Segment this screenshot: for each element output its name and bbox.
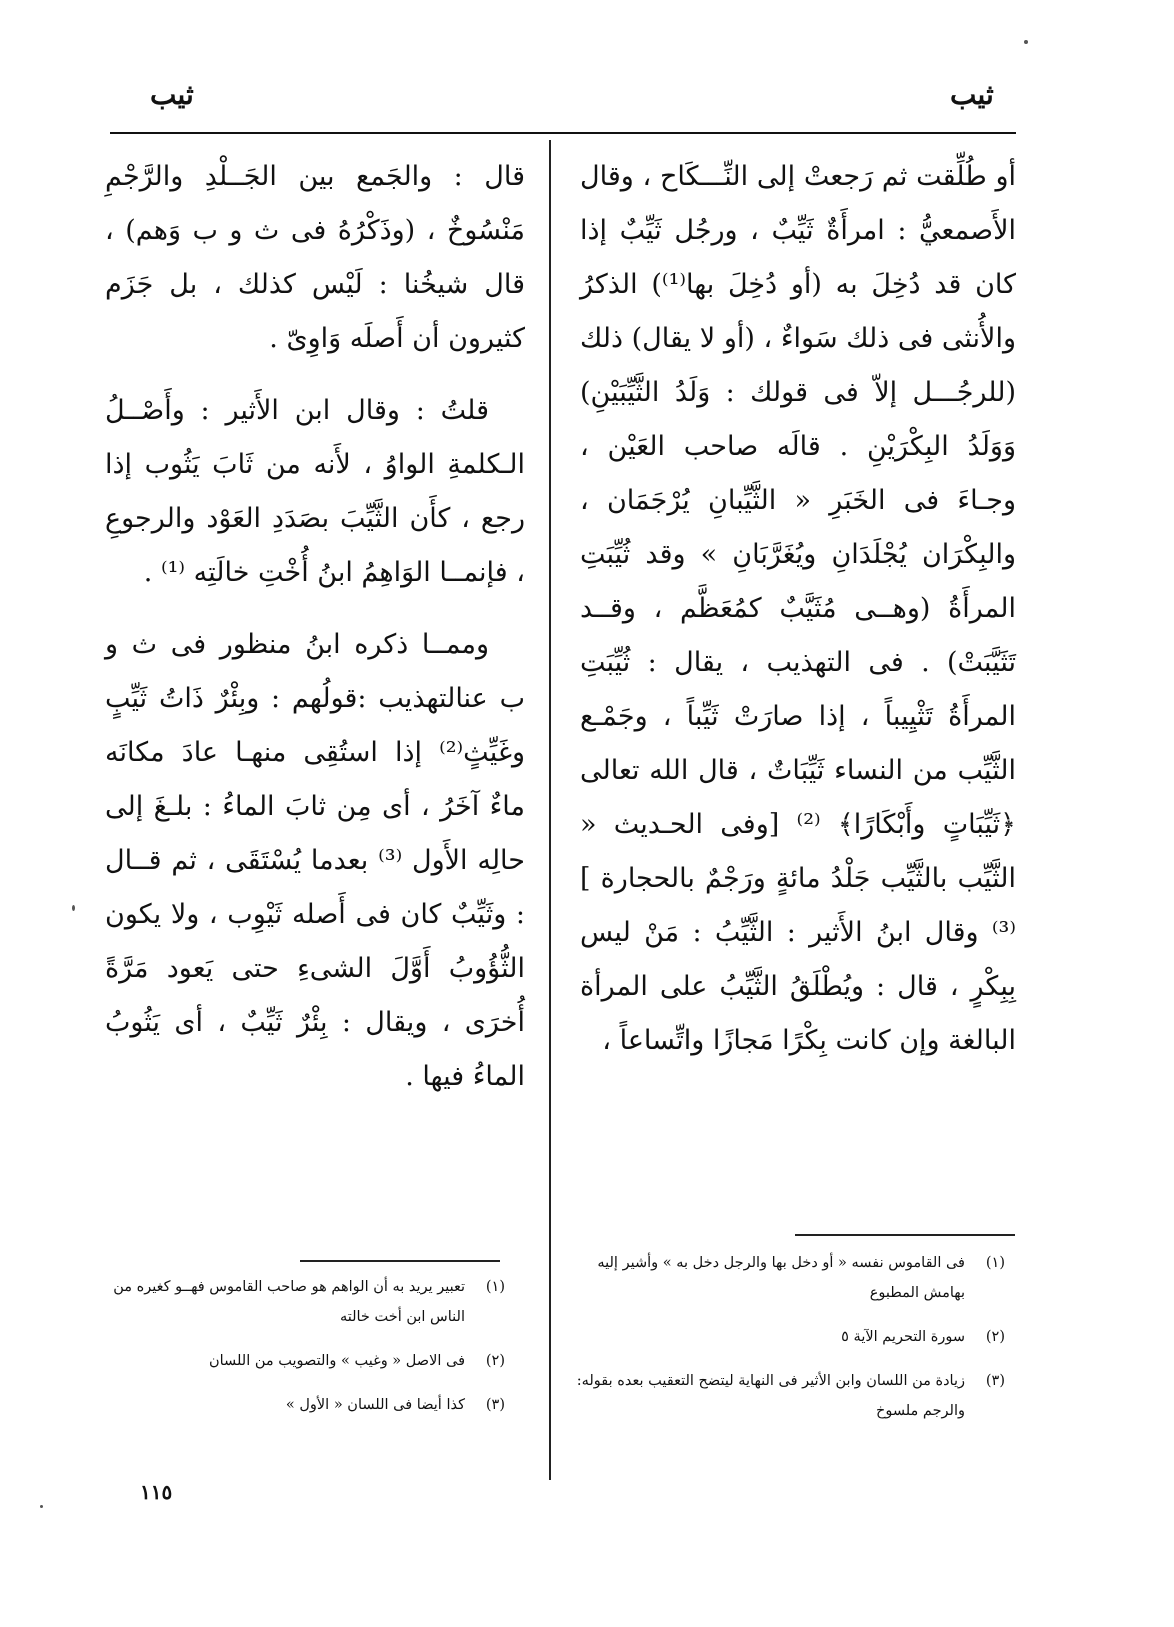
header-rule	[110, 132, 1016, 134]
footnote	[85, 1346, 505, 1376]
footnote-text: سورة التحريم الآية ٥	[841, 1329, 965, 1345]
footnote-number: (٢)	[985, 1329, 1005, 1345]
page-number: ١١٥	[140, 1480, 173, 1504]
left-footnote-rule	[300, 1260, 500, 1262]
footnote	[575, 1248, 1005, 1308]
right-footnote-rule	[795, 1234, 1015, 1236]
footnote-number: (٣)	[485, 1397, 505, 1413]
running-headword-left: ثيب	[150, 78, 194, 111]
left-column-paragraph: وممــا ذكره ابنُ منظور فى ث و ب عنالتهذيب :قولُهم : وبِئْرٌ ذَاتُ ثَيِّبٍ وغَيِّثٍ⁽²⁾ إذا استُقِى منهـا عادَ مكانَه ماءٌ آخَرُ ، أى مِن ثابَ الماءُ : بلـغَ إلى حالِه الأَول ⁽³⁾ بعدما يُسْتَقَى ، ثم قــال : وثَيِّبٌ كان فى أَصله ثَيْوِب ، ولا يكون الثُّؤُوبُ أَوَّلَ الشىءِ حتى يَعود مَرَّةً أُخرَى ، ويقال : بِئْرٌ ثَيِّبٌ ، أى يَثُوبُ الماءُ فيها .	[105, 629, 525, 1092]
right-column	[580, 150, 1016, 1086]
footnote-text: فى الاصل « وغيب » والتصويب من اللسان	[208, 1353, 465, 1369]
footnote-text: كذا أيضا فى اللسان « الأول »	[285, 1397, 465, 1413]
column-divider	[549, 140, 551, 1480]
scan-speck	[72, 905, 75, 911]
footnote-number: (٢)	[485, 1353, 505, 1369]
running-headword-right: ثيب	[950, 78, 994, 111]
footnote	[575, 1322, 1005, 1352]
footnote	[85, 1390, 505, 1420]
left-column	[105, 150, 525, 1122]
right-column-paragraph: أو طُلِّقت ثم رَجعتْ إلى النِّـــكَاح ، وقال الأَصمعيُّ : امرأَةٌ ثَيِّبٌ ، ورجُل ثَيِّبٌ إذا كان قد دُخِلَ به (أو دُخِلَ بها⁽¹⁾) الذكرُ والأُنثى فى ذلك سَواءٌ ، (أو لا يقال) ذلك (للرجُـــل إلاّ فى قولك : وَلَدُ الثَّيِّبَيْنِ) وَوَلَدُ البِكْرَيْنِ . قالَه صاحب العَيْن ، وجـاءَ فى الخَبَرِ « الثَّيِّبانِ يُرْجَمَان ، والبِكْرَان يُجْلَدَانِ ويُغَرَّبَانِ » وقد ثُيِّبَتِ المرأَةُ (وهــى مُثَيَّبٌ كمُعَظَّم ، وقــد تَثَيَّبَتْ) . فى التهذيب ، يقال : ثُيِّبَتِ المرأَةُ تَثْيِيباً ، إذا صارَتْ ثَيِّباً ، وجَمْـع الثَّيِّب من النساء ثَيِّبَاتٌ ، قال الله تعالى ﴿ثَيِّبَاتٍ وأَبْكَارًا﴾ ⁽²⁾ [وفى الحـديث « الثَّيِّب بالثَّيِّب جَلْدُ مائةٍ ورَجْمٌ بالحجارة ] ⁽³⁾ وقال ابنُ الأَثير : الثَّيِّبُ : مَنْ ليس بِبِكْرٍ ، قال : ويُطْلَقُ الثَّيِّبُ على المرأة البالغة وإن كانت بِكْرًا مَجازًا واتِّساعاً ،	[580, 161, 1016, 1056]
footnote-text: تعبير يريد به أن الواهم هو صاحب القاموس فهــو كغيره من الناس ابن أخت خالته	[113, 1279, 465, 1325]
footnote	[85, 1272, 505, 1332]
footnote-text: زيادة من اللسان وابن الأثير فى النهاية ليتضح التعقيب بعده بقوله: والرجم ملسوخ	[576, 1373, 965, 1419]
footnote-text: فى القاموس نفسه « أو دخل بها والرجل دخل به » وأشير إليه بهامش المطبوع	[597, 1255, 965, 1301]
right-footnotes	[575, 1248, 1005, 1440]
footnote-number: (١)	[485, 1279, 505, 1295]
scan-speck	[40, 1505, 43, 1508]
scan-speck	[1024, 40, 1028, 44]
left-column-paragraph: قلتُ : وقال ابن الأَثير : وأَصْــلُ الـكلمةِ الواوُ ، لأَنه من ثَابَ يَثُوب إذا رجع ، كأَن الثَّيِّبَ بصَدَدِ العَوْد والرجوعِ ، فإنمــا الوَاهِمُ ابنُ أُخْتِ خالَتِه ⁽¹⁾ .	[105, 395, 525, 588]
footnote	[575, 1366, 1005, 1426]
left-column-paragraph: قال : والجَمع بين الجَــلْدِ والرَّجْمِ مَنْسُوخٌ ، (وذَكْرُهُ فى ث و ب وَهم) ، قال شيخُنا : لَيْس كذلك ، بل جَزَم كثيرون أن أَصلَه وَاوِىّ .	[105, 161, 525, 354]
left-footnotes	[85, 1272, 505, 1434]
footnote-number: (١)	[985, 1255, 1005, 1271]
footnote-number: (٣)	[985, 1373, 1005, 1389]
